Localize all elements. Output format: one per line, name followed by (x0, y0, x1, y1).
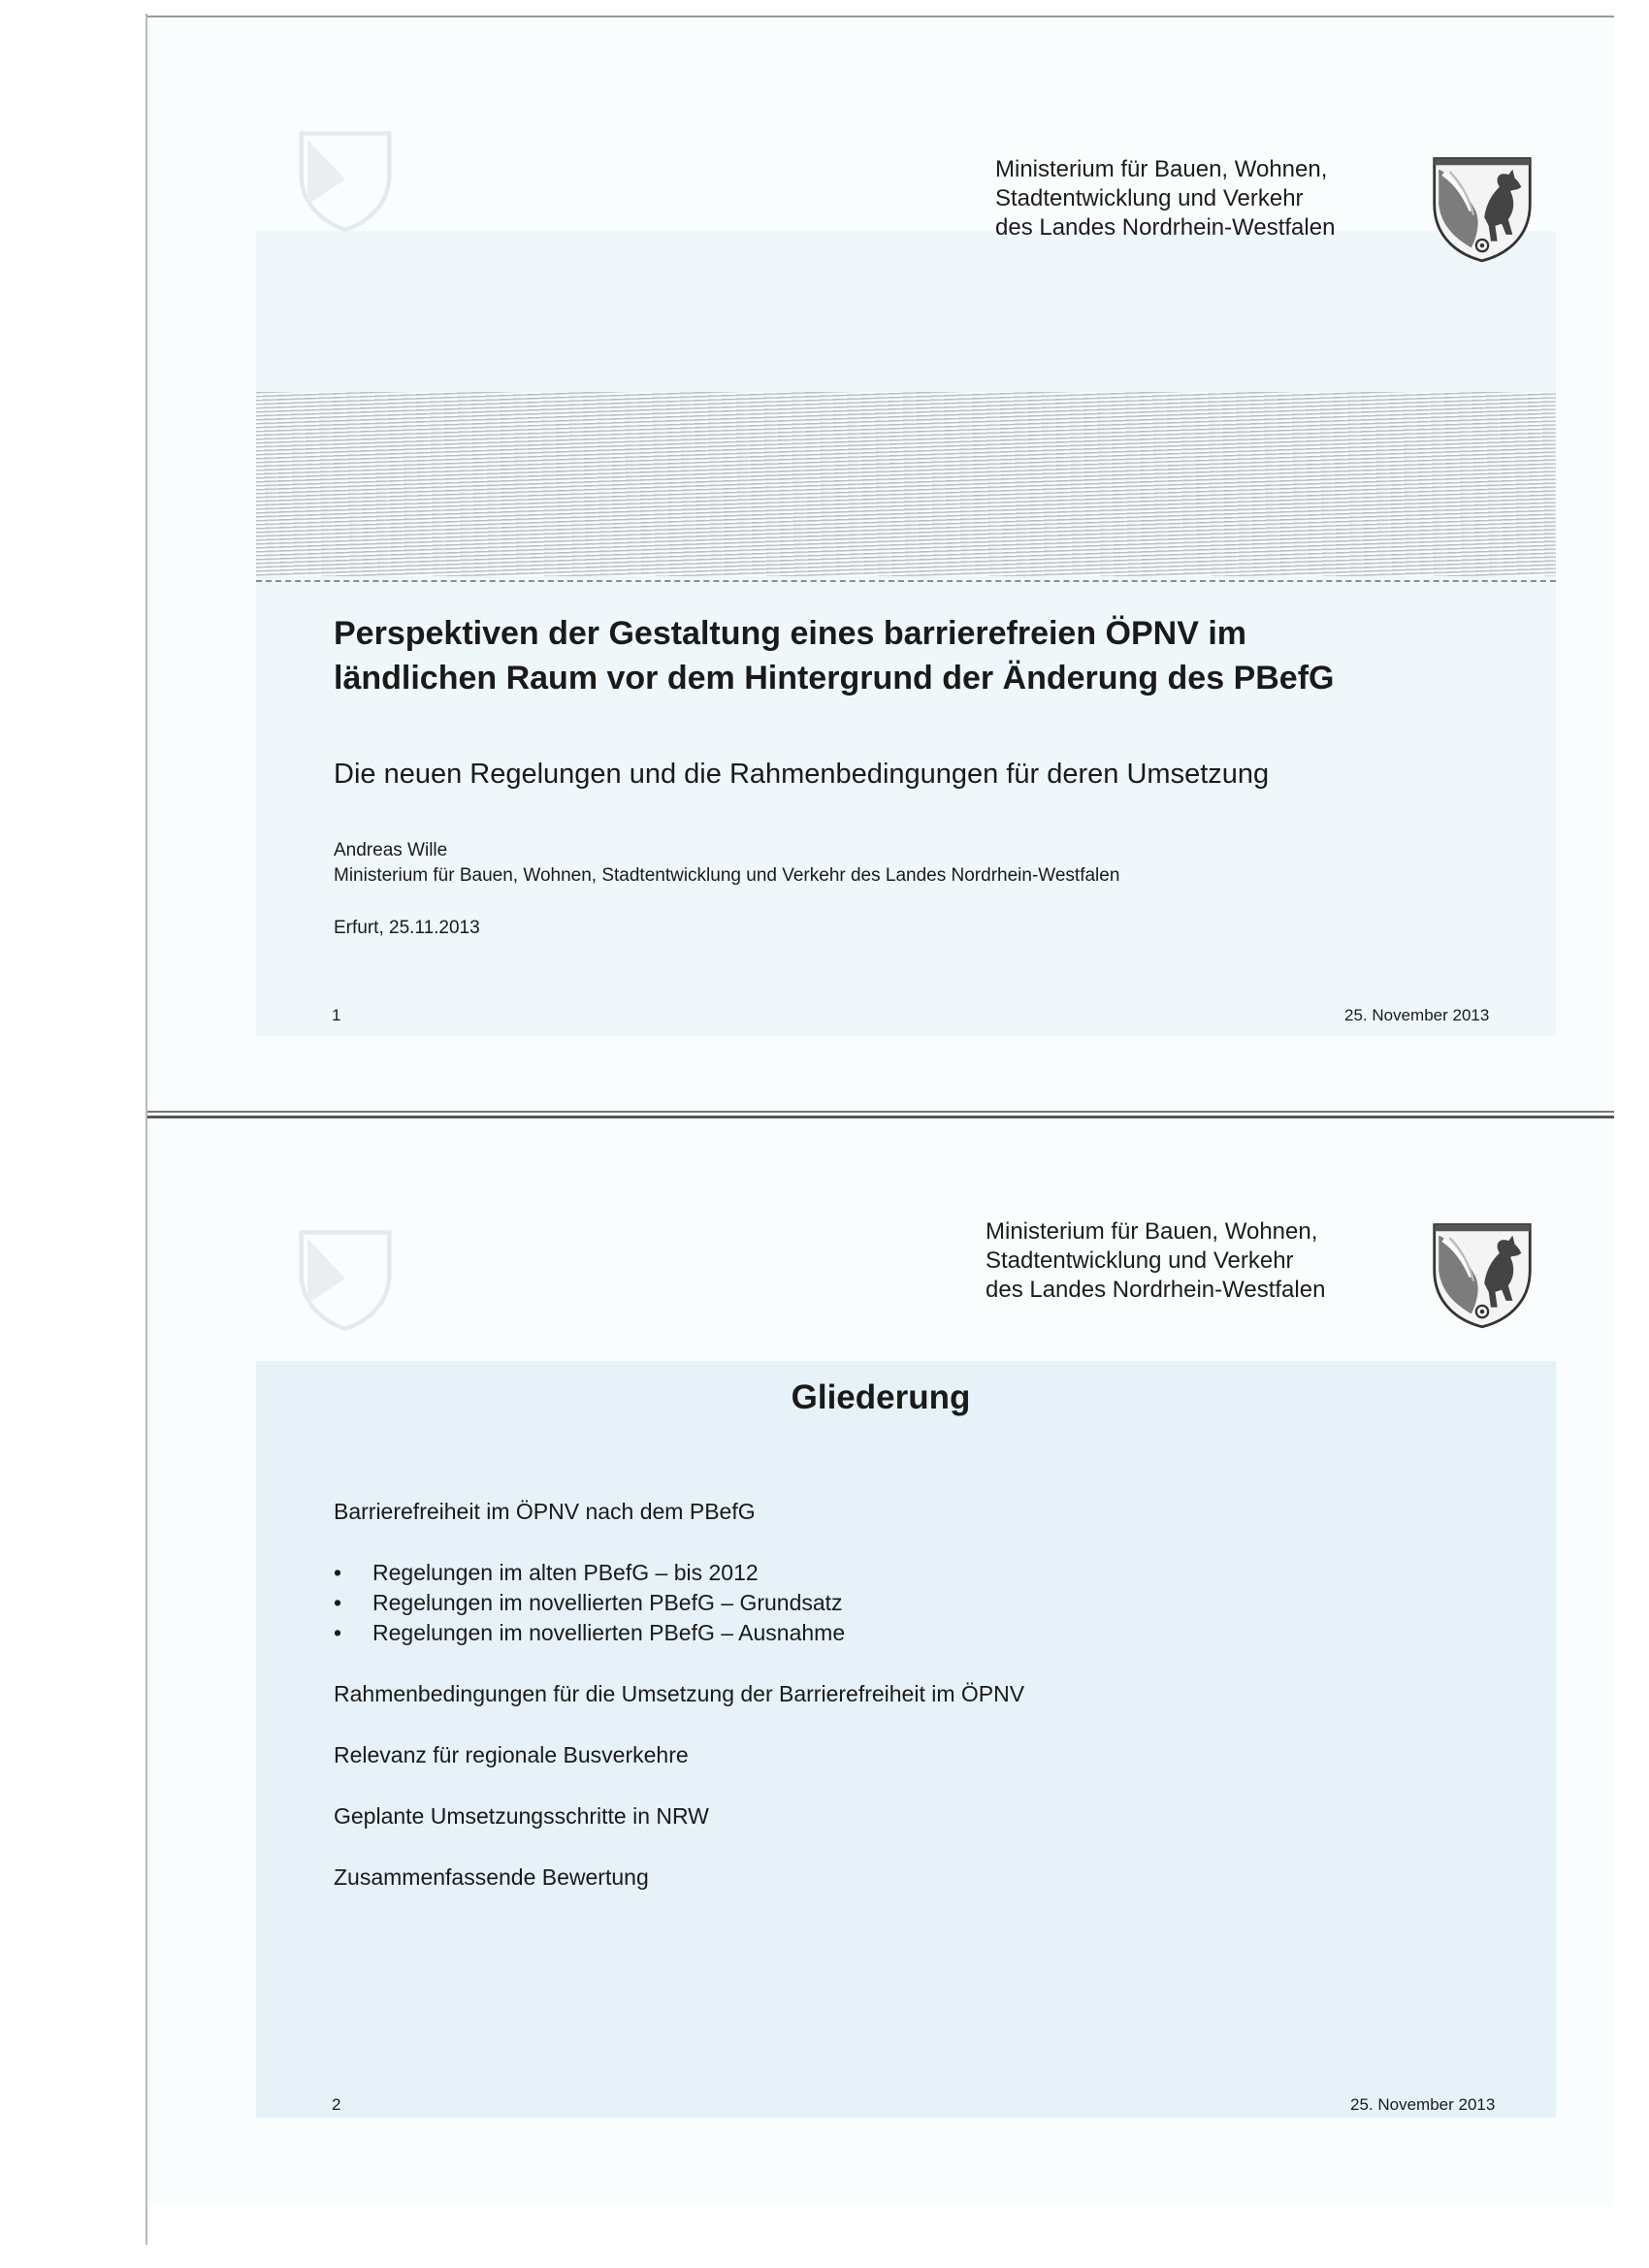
outline-section: Rahmenbedingungen für die Umsetzung der Barrierefreiheit im ÖPNV (334, 1681, 1025, 1706)
page-number: 1 (332, 1006, 341, 1024)
decorative-wave-band (256, 392, 1556, 576)
outline-list (334, 1497, 1024, 1893)
slide-1 (147, 16, 1614, 1112)
ministry-line: des Landes Nordrhein-Westfalen (986, 1277, 1326, 1303)
bullet-icon: • (334, 1620, 342, 1645)
outline-bullet-text: Regelungen im alten PBefG – bis 2012 (372, 1560, 759, 1585)
ministry-name (995, 155, 1335, 243)
author-name: Andreas Wille (334, 840, 448, 860)
bullet-icon: • (334, 1590, 342, 1615)
ministry-line: Stadtentwicklung und Verkehr (995, 185, 1304, 211)
page-number: 2 (332, 2095, 341, 2114)
ministry-line: Ministerium für Bauen, Wohnen, (995, 156, 1328, 182)
slide-title-line: Perspektiven der Gestaltung eines barrierefreien ÖPNV im (334, 615, 1247, 652)
outline-bullet-text: Regelungen im novellierten PBefG – Grundsatz (372, 1590, 843, 1615)
slide-title: Gliederung (791, 1378, 971, 1416)
nrw-coat-of-arms-icon (1428, 153, 1536, 264)
outline-section: Relevanz für regionale Busverkehre (334, 1742, 689, 1767)
slide-subtitle: Die neuen Regelungen und die Rahmenbedingungen für deren Umsetzung (334, 759, 1270, 790)
author-affiliation: Ministerium für Bauen, Wohnen, Stadtentwicklung und Verkehr des Landes Nordrhein-Westfalen (334, 865, 1120, 886)
nrw-coat-of-arms-icon (1428, 1219, 1536, 1330)
footer-date: 25. November 2013 (1344, 1006, 1490, 1024)
slide-2 (147, 1116, 1614, 2206)
bullet-icon: • (334, 1560, 342, 1585)
footer-date: 25. November 2013 (1350, 2095, 1496, 2114)
show-through-crest-icon (293, 1225, 398, 1332)
outline-bullet (334, 1558, 1024, 1588)
place-and-date: Erfurt, 25.11.2013 (334, 918, 480, 938)
show-through-text (605, 126, 857, 152)
ministry-line: Stadtentwicklung und Verkehr (986, 1247, 1294, 1274)
ministry-line: Ministerium für Bauen, Wohnen, (986, 1218, 1318, 1245)
outline-section: Barrierefreiheit im ÖPNV nach dem PBefG (334, 1499, 756, 1524)
show-through-crest-icon (293, 126, 398, 233)
band-divider (256, 580, 1556, 582)
outline-bullet (334, 1588, 1024, 1618)
ministry-name (986, 1217, 1325, 1305)
outline-bullet-text: Regelungen im novellierten PBefG – Ausnahme (372, 1620, 846, 1645)
outline-section: Zusammenfassende Bewertung (334, 1864, 649, 1890)
outline-bullet (334, 1618, 1024, 1648)
ministry-line: des Landes Nordrhein-Westfalen (995, 214, 1336, 241)
outline-section: Geplante Umsetzungsschritte in NRW (334, 1803, 709, 1829)
slide-title (334, 611, 1498, 700)
slide-title-line: ländlichen Raum vor dem Hintergrund der Änderung des PBefG (334, 660, 1335, 697)
